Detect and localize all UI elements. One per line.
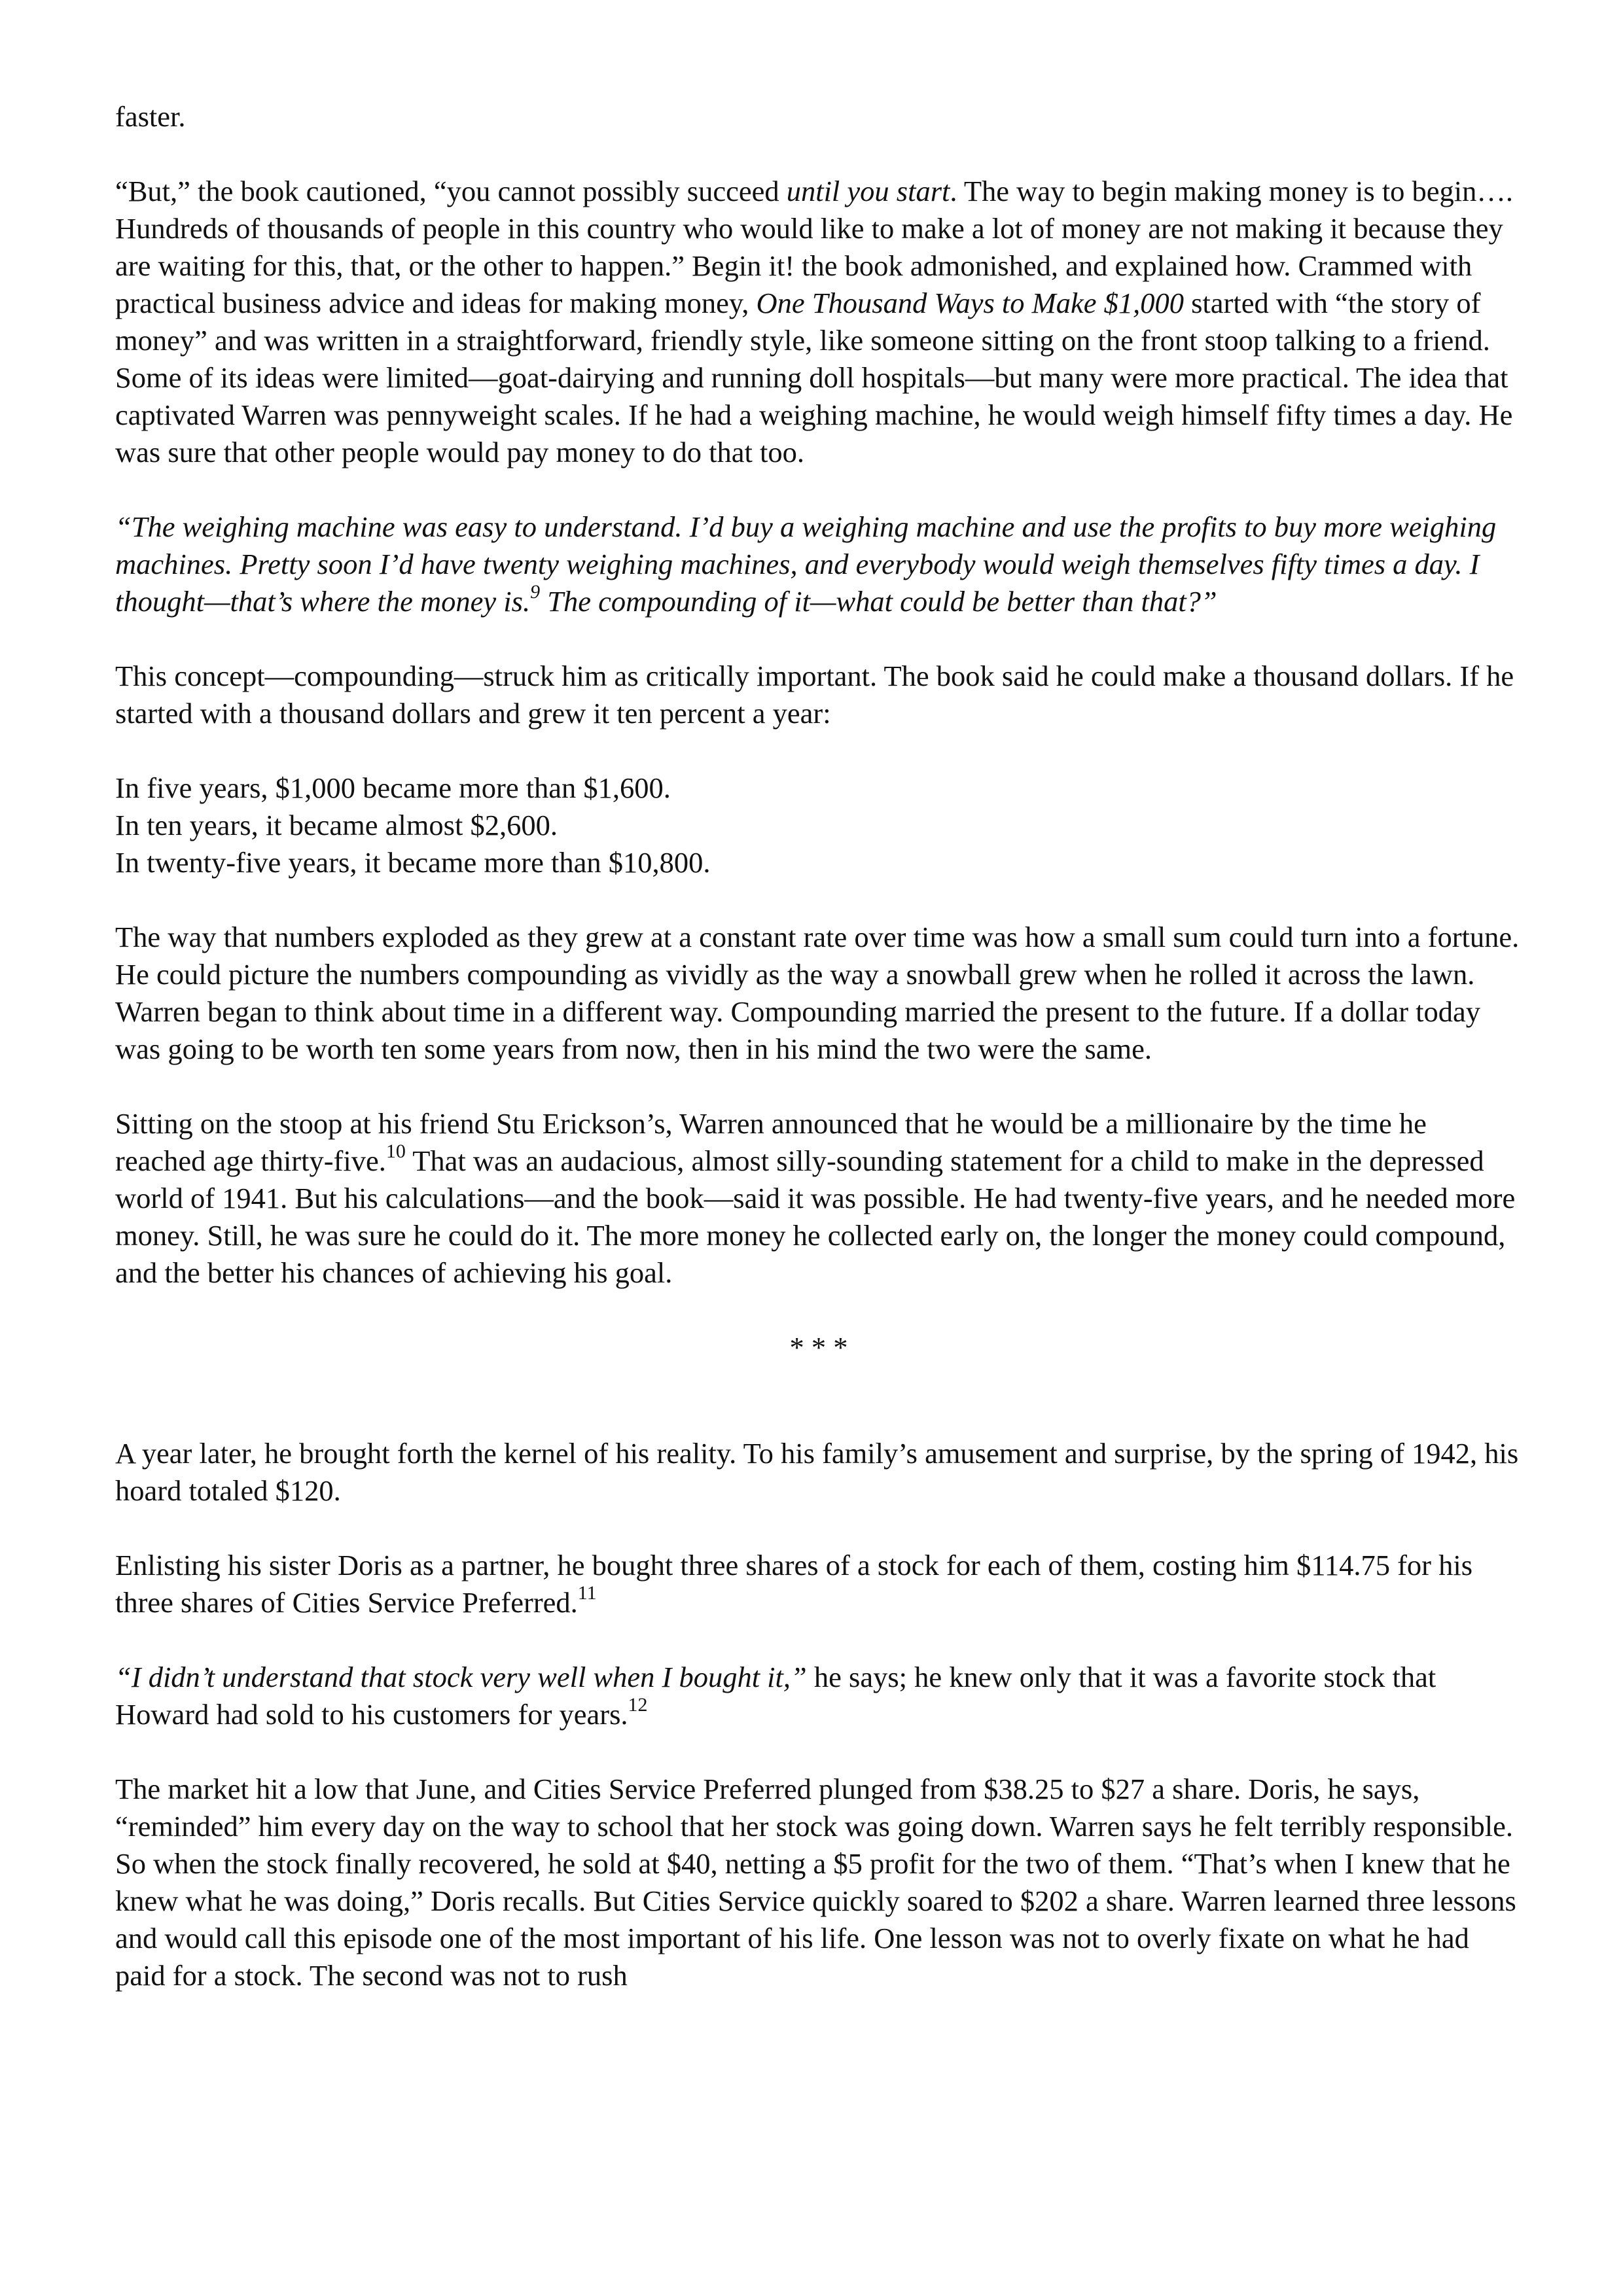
paragraph-text: A year later, he brought forth the kernel of his reality. To his family’s amusement and surprise, by the spring of 1942, his hoard totaled $120.: [115, 1437, 1519, 1507]
paragraph-doris-partner: [115, 1547, 1522, 1621]
paragraph-compounding-concept: [115, 658, 1522, 732]
footnote-marker: 9: [530, 581, 541, 603]
paragraph-didnt-understand: [115, 1659, 1522, 1733]
quote-text: “The weighing machine was easy to understand. I’d buy a weighing machine and use the profits to buy more weighing machines. Pretty soon I’d have twenty weighing machines, and everybody would weigh themselves fifty times a day. I thought—that’s where the money is.: [115, 510, 1497, 618]
quote-text: “I didn’t understand that stock very well when I bought it,”: [115, 1661, 807, 1693]
book-title: One Thousand Ways to Make $1,000: [756, 287, 1184, 319]
list-item: In five years, $1,000 became more than $1,600.: [115, 771, 671, 804]
compounding-list: [115, 769, 1522, 881]
paragraph-text: Enlisting his sister Doris as a partner, he bought three shares of a stock for each of them, costing him $114.75 for his three shares of Cities Service Preferred.: [115, 1549, 1473, 1619]
paragraph-year-later: [115, 1435, 1522, 1510]
paragraph-text: This concept—compounding—struck him as critically important. The book said he could make a thousand dollars. If he started with a thousand dollars and grew it ten percent a year:: [115, 660, 1514, 730]
paragraph-text: The way that numbers exploded as they grew at a constant rate over time was how a small sum could turn into a fortune. He could picture the numbers compounding as vividly as the way a snowball grew when he rolled it across the lawn. Warren began to think about time in a different way. Compounding married the present to the future. If a dollar today was going to be worth ten some years from now, then in his mind the two were the same.: [115, 921, 1520, 1065]
emphasis-until-you-start: until you start: [786, 175, 950, 207]
book-page: [115, 98, 1522, 1994]
section-separator: * * *: [789, 1331, 848, 1364]
paragraph-text: “But,” the book cautioned, “you cannot possibly succeed: [115, 175, 787, 207]
paragraph-text: started with “the story of money” and was written in a straightforward, friendly style, like someone sitting on the front stoop talking to a friend. Some of its ideas were limited—goat-dairying and running doll hospitals—but many were more practical. The idea that captivated Warren was pennyweight scales. If he had a weighing machine, he would weigh himself fifty times a day. He was sure that other people would pay money to do that too.: [115, 287, 1513, 468]
quote-text: The compounding of it—what could be better than that?”: [540, 585, 1217, 618]
paragraph-millionaire-goal: [115, 1105, 1522, 1292]
footnote-marker: 10: [385, 1140, 406, 1163]
footnote-marker: 11: [577, 1582, 597, 1604]
paragraph-text: The market hit a low that June, and Cities Service Preferred plunged from $38.25 to $27 a share. Doris, he says, “reminded” him every day on the way to school that her stock was going down. Warren says he felt terribly responsible. So when the stock finally recovered, he sold at $40, netting a $5 profit for the two of them. “That’s when I knew that he knew what he was doing,” Doris recalls. But Cities Service quickly soared to $202 a share. Warren learned three lessons and would call this episode one of the most important of his life. One lesson was not to overly fixate on what he had paid for a stock. The second was not to rush: [115, 1773, 1516, 1992]
paragraph-numbers-exploded: [115, 919, 1522, 1068]
paragraph-text: faster.: [115, 100, 186, 133]
paragraph-market-low: [115, 1771, 1522, 1994]
list-item: In twenty-five years, it became more than $10,800.: [115, 846, 711, 879]
paragraph-text: he says; he knew only that it was a favorite stock that Howard had sold to his customers for years.: [115, 1661, 1436, 1731]
list-item: In ten years, it became almost $2,600.: [115, 809, 558, 841]
quote-weighing-machine: [115, 508, 1522, 620]
paragraph-faster: [115, 98, 1522, 135]
paragraph-text: That was an audacious, almost silly-sounding statement for a child to make in the depressed world of 1941. But his calculations—and the book—said it was possible. He had twenty-five years, and he needed more money. Still, he was sure he could do it. The more money he collected early on, the longer the money could compound, and the better his chances of achieving his goal.: [115, 1144, 1516, 1289]
paragraph-book-caution: [115, 173, 1522, 471]
paragraph-text: Sitting on the stoop at his friend Stu Erickson’s, Warren announced that he would be a millionaire by the time he reached age thirty-five.: [115, 1107, 1427, 1177]
paragraph-text: . The way to begin making money is to begin…. Hundreds of thousands of people in this country who would like to make a lot of money are not making it because they are waiting for this, that, or the other to happen.” Begin it! the book admonished, and explained how. Crammed with practical business advice and ideas for making money,: [115, 175, 1514, 319]
footnote-marker: 12: [628, 1694, 648, 1716]
